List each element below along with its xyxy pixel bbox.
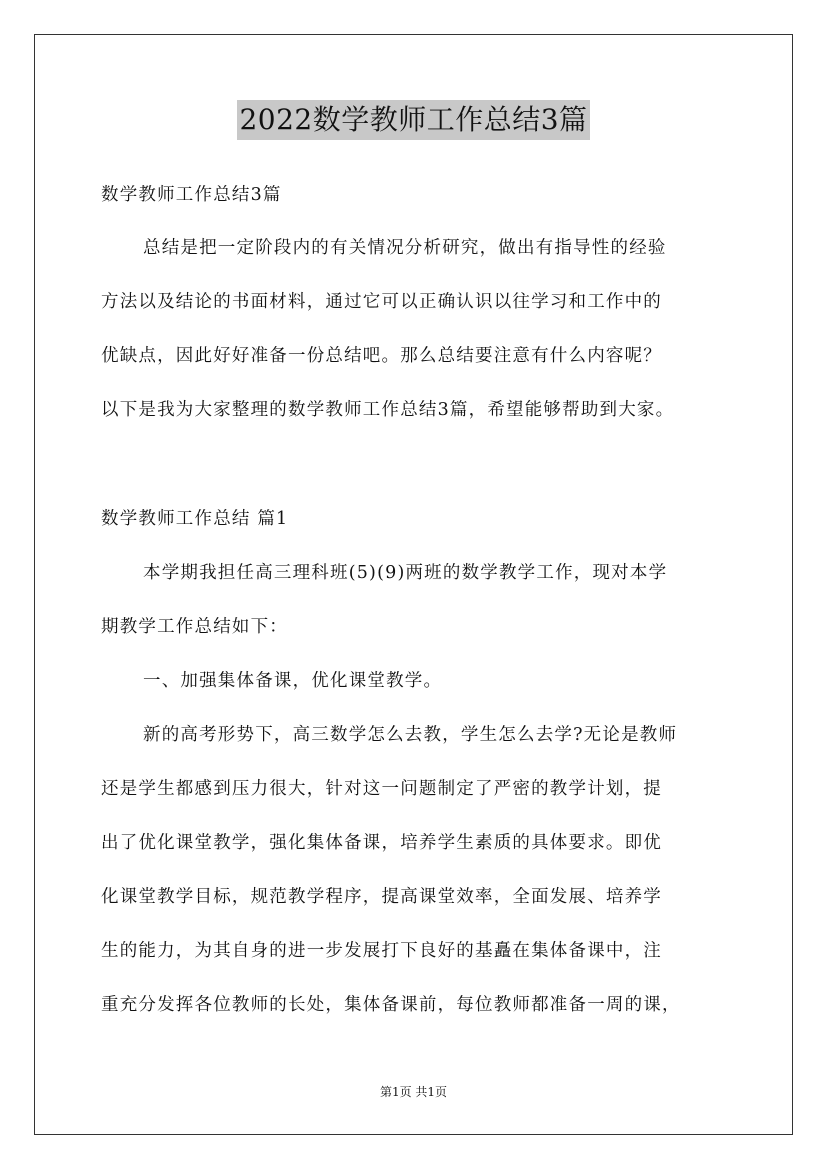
section1-line-2: 期教学工作总结如下：: [101, 617, 288, 637]
section1-line-1: 本学期我担任高三理科班(5)(9)两班的数学教学工作，现对本学: [143, 563, 668, 583]
title-container: [0, 100, 827, 140]
intro-line-1: 总结是把一定阶段内的有关情况分析研究，做出有指导性的经验: [143, 238, 667, 258]
section1-line-6: 出了优化课堂教学，强化集体备课，培养学生素质的具体要求。即优: [101, 833, 662, 853]
intro-line-2: 方法以及结论的书面材料，通过它可以正确认识以往学习和工作中的: [101, 292, 662, 312]
document-subtitle: 数学教师工作总结3篇: [101, 185, 282, 205]
section1-line-8: 生的能力，为其自身的进一步发展打下良好的基矗在集体备课中，注: [101, 941, 662, 961]
page-footer: 第1页 共1页: [379, 1085, 448, 1099]
section1-line-3: 一、加强集体备课，优化课堂教学。: [143, 671, 443, 691]
intro-line-4: 以下是我为大家整理的数学教师工作总结3篇，希望能够帮助到大家。: [101, 400, 675, 420]
intro-line-3: 优缺点，因此好好准备一份总结吧。那么总结要注意有什么内容呢？: [101, 346, 662, 366]
document-title: 2022数学教师工作总结3篇: [237, 100, 589, 140]
section1-heading: 数学教师工作总结 篇1: [101, 509, 289, 529]
section1-line-7: 化课堂教学目标，规范教学程序，提高课堂效率，全面发展、培养学: [101, 887, 662, 907]
section1-line-5: 还是学生都感到压力很大，针对这一问题制定了严密的教学计划，提: [101, 779, 662, 799]
section1-line-4: 新的高考形势下，高三数学怎么去教，学生怎么去学?无论是教师: [143, 725, 678, 745]
section1-line-9: 重充分发挥各位教师的长处，集体备课前，每位教师都准备一周的课，: [101, 995, 681, 1015]
